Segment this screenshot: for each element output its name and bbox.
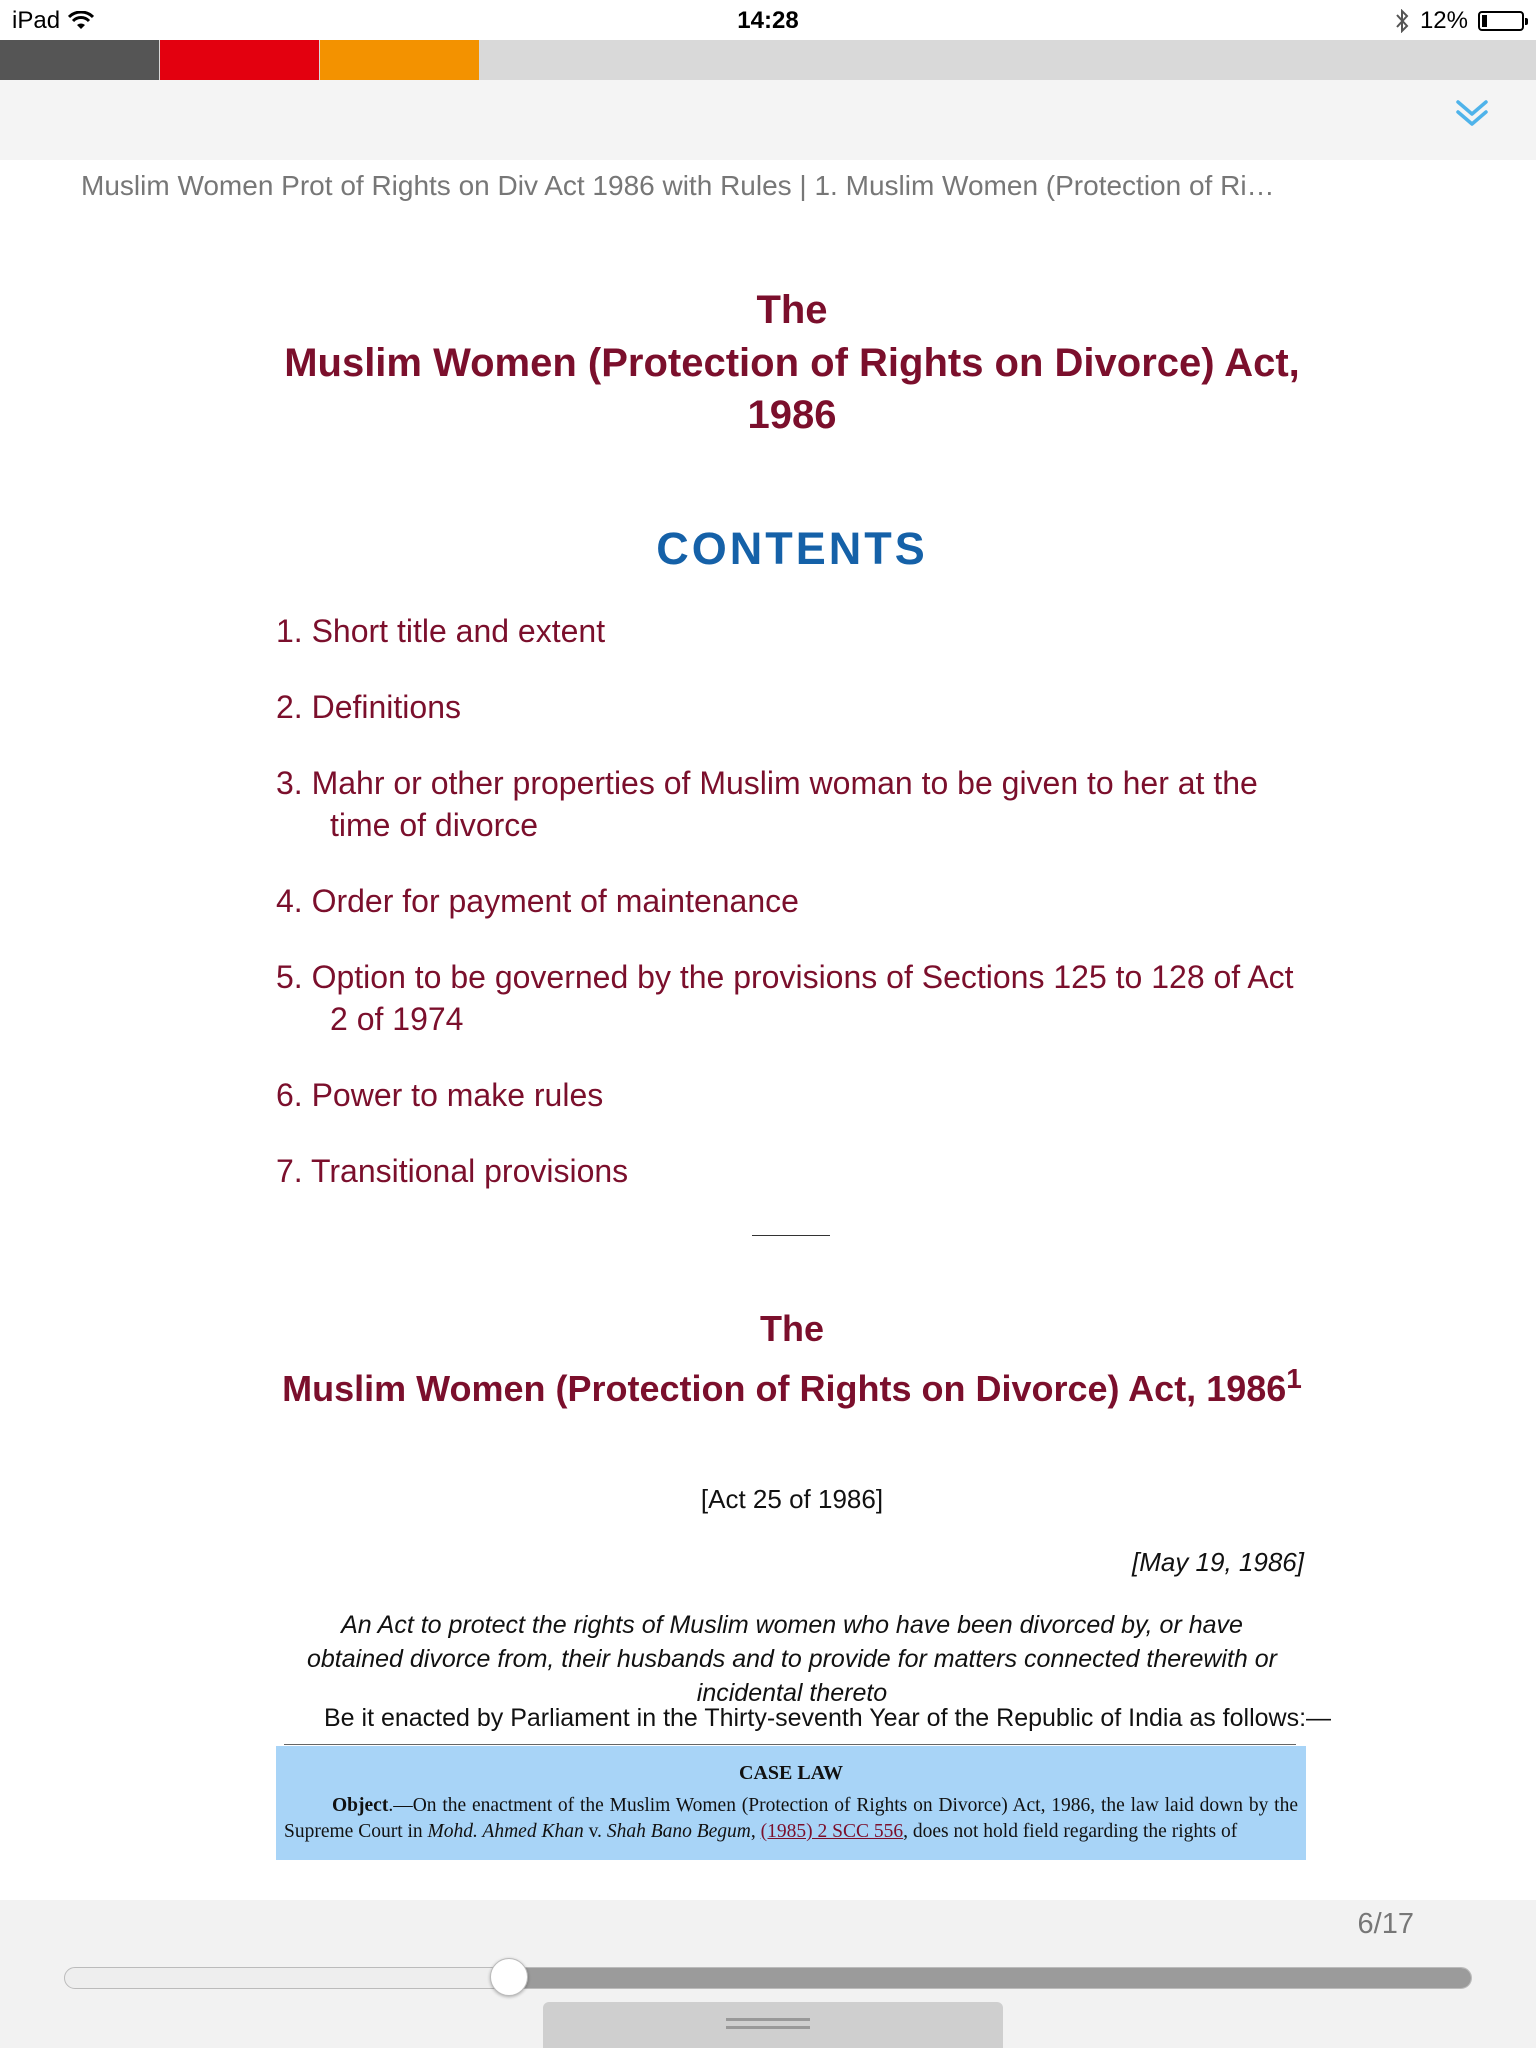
toc-item[interactable]: 2. Definitions [276,689,461,725]
page-slider-track[interactable] [64,1967,1472,1989]
reader-toolbar [0,80,1536,160]
page-indicator: 6/17 [1357,1908,1414,1940]
case-name: Shah Bano Begum [606,1821,751,1842]
page-slider-thumb[interactable] [490,1958,528,1996]
case-law-text-1: .—On the enactment of the Muslim Women (Protection of Rights on Divorce) Act, 1986, the law laid down by the Supreme Court in [284,1795,1298,1842]
case-law-box [276,1746,1306,1860]
document-title-line: Muslim Women (Protection of Rights on Divorce) Act, [284,341,1300,385]
case-law-text-2: , does not hold field regarding the rights of [903,1821,1238,1842]
drawer-handle[interactable] [543,2002,1003,2048]
device-name: iPad [12,7,61,34]
toc-item[interactable]: 4. Order for payment of maintenance [276,883,799,919]
comma-text: , [750,1821,761,1842]
preamble: An Act to protect the rights of Muslim women who have been divorced by, or have obtained divorce from, their husbands and to provide for matters connected therewith or incidental thereto [307,1611,1277,1707]
grip-line [726,2018,810,2021]
clock: 14:28 [737,7,799,34]
case-name: Mohd. Ahmed Khan [427,1821,584,1842]
battery-percent: 12% [1419,7,1468,34]
toc-item[interactable]: 5. Option to be governed by the provisions of Sections 125 to 128 of Act 2 of 1974 [276,959,1294,1037]
toc-item[interactable]: 6. Power to make rules [276,1077,604,1113]
footnote-ref[interactable]: 1 [1286,1363,1302,1394]
status-bar [0,0,1536,40]
case-law-label: Object [332,1795,389,1816]
act-date: [May 19, 1986] [1131,1547,1304,1577]
toc-item[interactable]: 1. Short title and extent [276,613,606,649]
versus-text: v. [583,1821,607,1842]
status-right [1394,7,1524,35]
toc-item[interactable]: 3. Mahr or other properties of Muslim woman to be given to her at the time of divorce [276,765,1258,843]
case-law-text [284,1793,1298,1845]
table-of-contents [276,610,1306,1226]
act-title-text: Muslim Women (Protection of Rights on Divorce) Act, 1986 [282,1368,1287,1409]
battery-level [1482,15,1487,27]
act-number: [Act 25 of 1986] [700,1484,884,1514]
progress-segment [320,40,479,80]
section-divider [752,1235,830,1236]
act-title-the: The [759,1308,824,1349]
battery-icon [1478,11,1524,31]
citation-link[interactable]: (1985) 2 SCC 556 [760,1821,904,1842]
chapter-progress-strip [0,40,1536,80]
contents-heading: CONTENTS [656,523,928,574]
act-date-text: May 19, 1986 [1139,1547,1297,1577]
bluetooth-icon [1394,9,1410,33]
progress-segment [160,40,319,80]
case-law-heading: CASE LAW [739,1762,843,1784]
collapse-chevron-icon[interactable] [1448,88,1496,136]
page-slider-fill [510,1968,1471,1988]
act-title [0,1363,1536,1410]
case-law-rule [284,1744,1296,1745]
grip-line [726,2026,810,2029]
document-title-line: 1986 [747,393,837,437]
progress-segment [0,40,159,80]
breadcrumb[interactable]: Muslim Women Prot of Rights on Div Act 1986 with Rules | 1. Muslim Women (Protection of Ri… [81,170,1275,201]
enacting-clause: Be it enacted by Parliament in the Thirty-seventh Year of the Republic of India as follows:— [324,1704,1332,1732]
document-title-line: The [756,288,828,332]
toc-item[interactable]: 7. Transitional provisions [276,1153,629,1189]
